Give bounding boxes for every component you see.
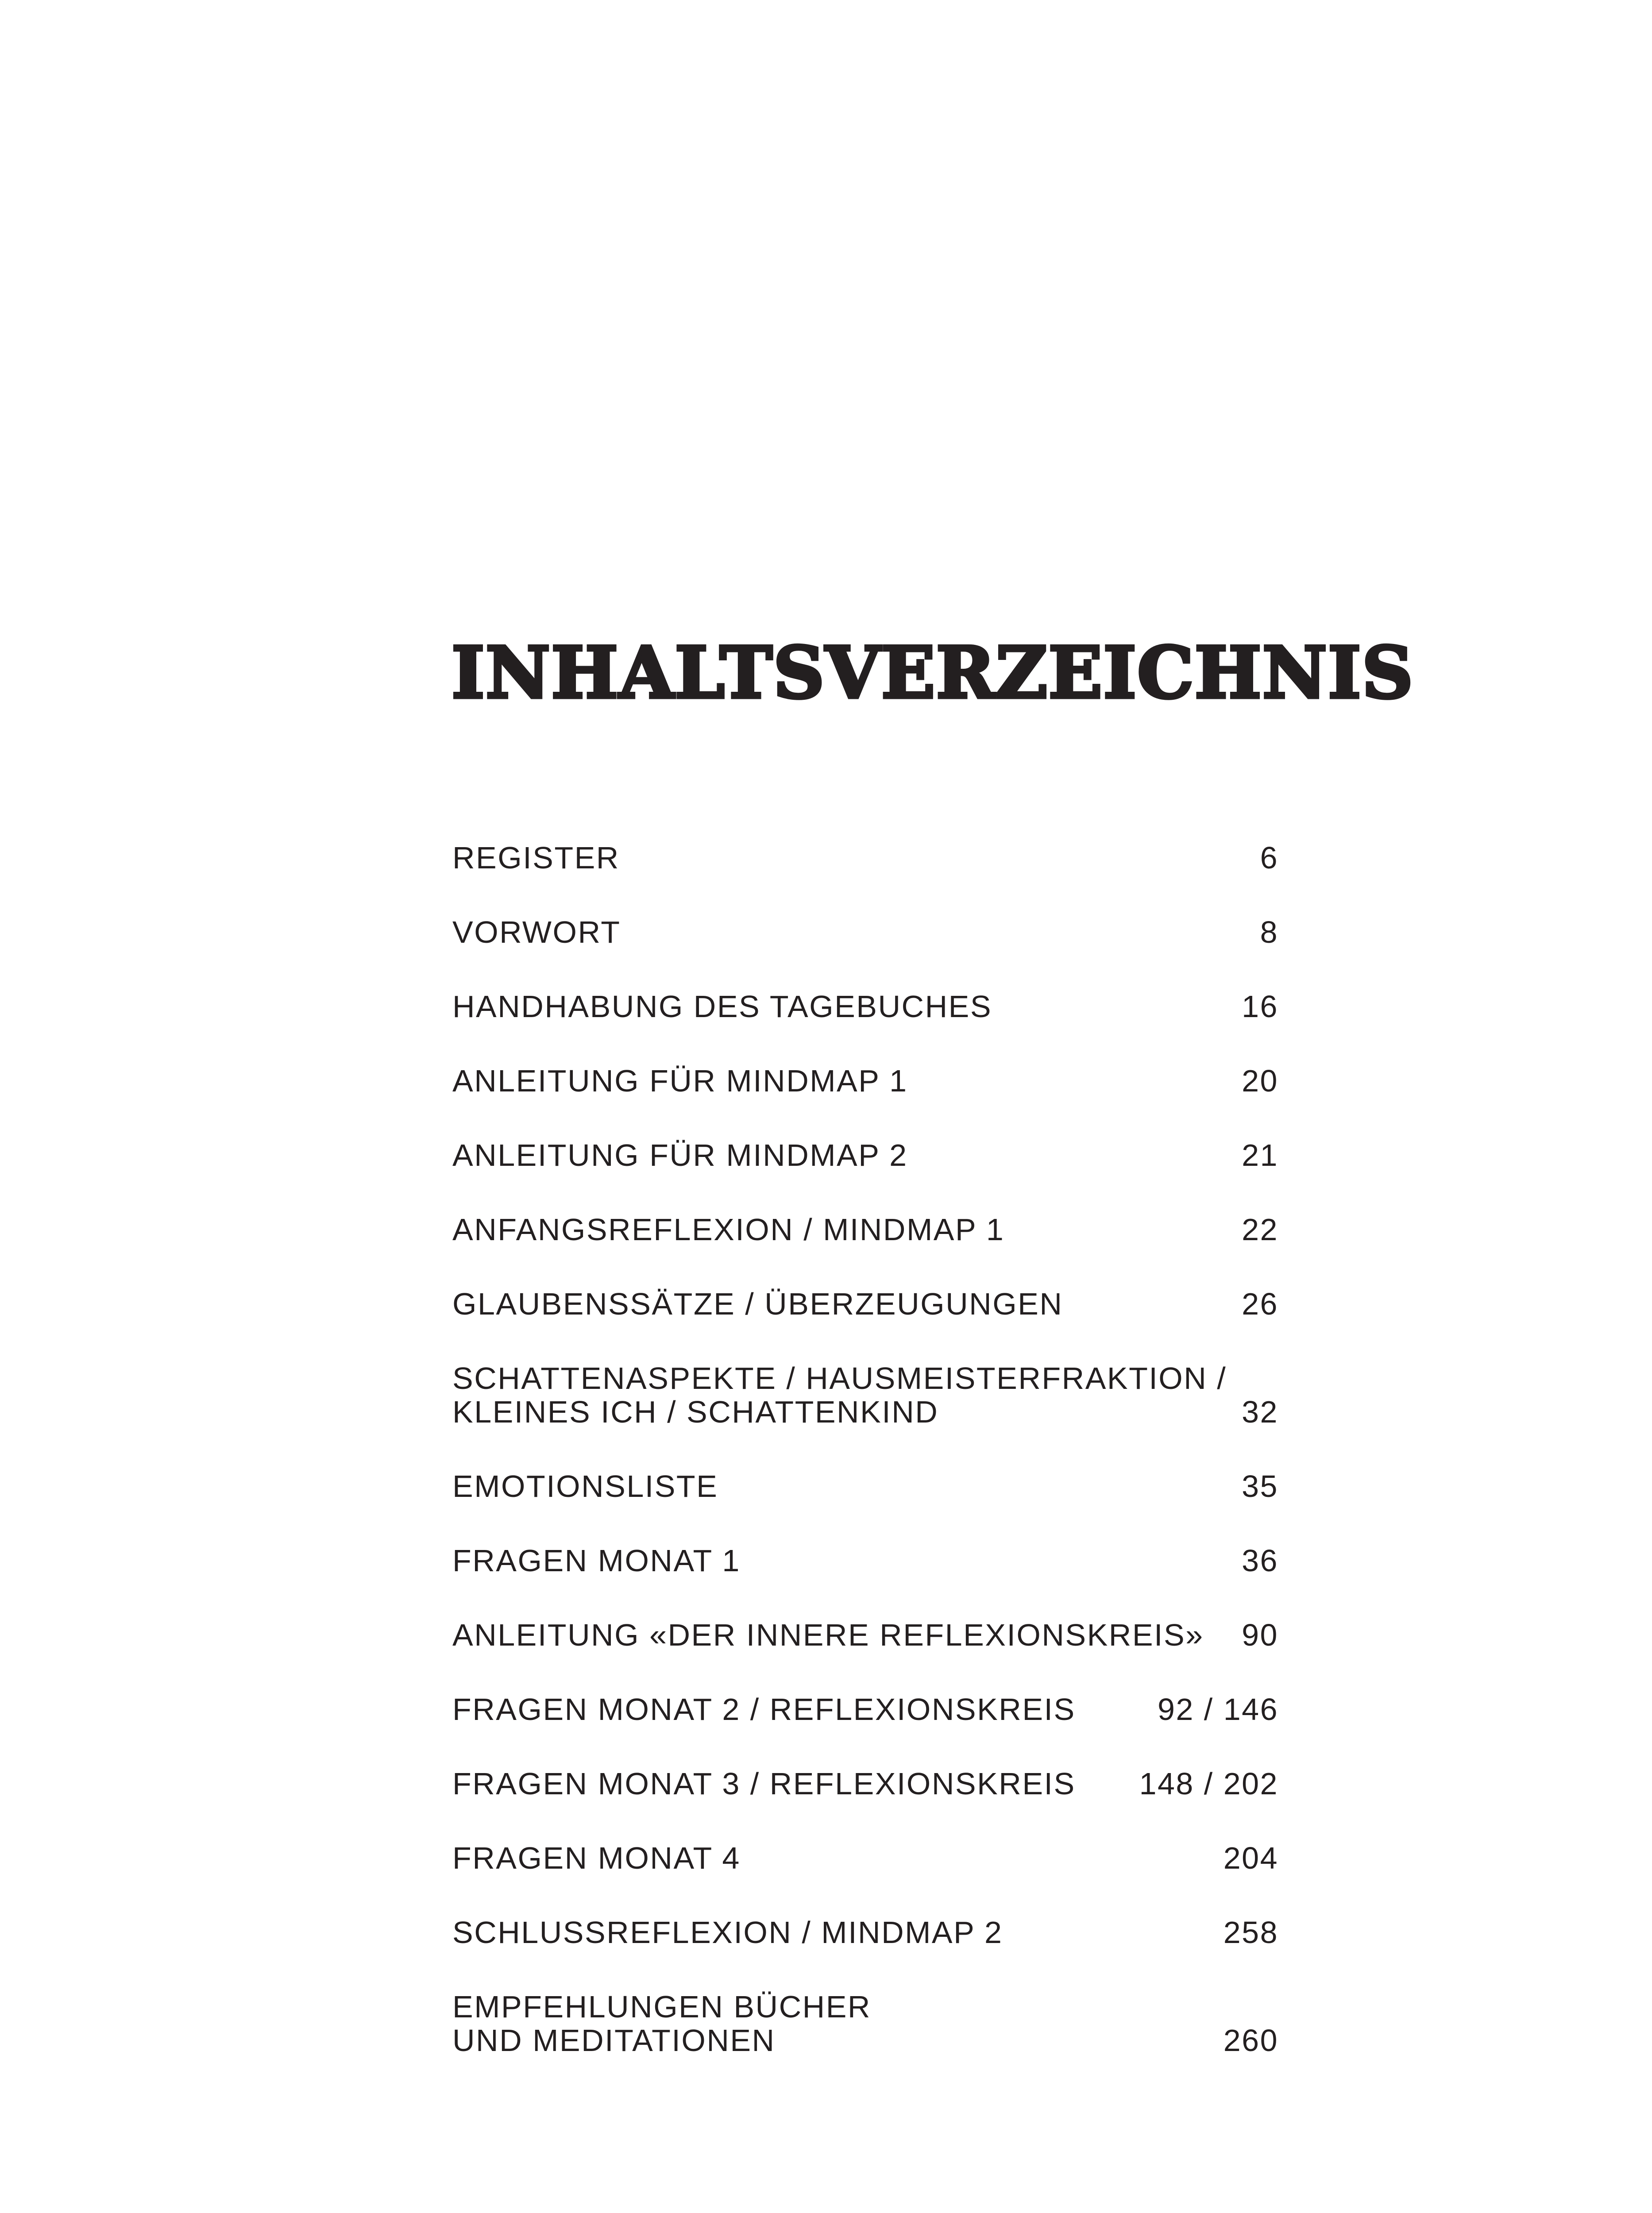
toc-entry-page: 16 [1242,989,1278,1024]
toc-entry [452,990,1278,1023]
toc-entry-page: 32 [1242,1395,1278,1429]
toc-entry [452,841,1278,875]
toc-entry-page: 204 [1223,1841,1278,1875]
toc-entry [452,915,1278,949]
toc-entry-label: HANDHABUNG DES TAGEBUCHES [452,989,992,1024]
toc-entry-label: ANLEITUNG «DER INNERE REFLEXIONSKREIS» [452,1618,1204,1652]
toc-entry-label: ANFANGSREFLEXION / MINDMAP 1 [452,1212,1005,1247]
toc-entry-page: 90 [1242,1618,1278,1652]
toc-entry [452,1693,1278,1726]
toc-entry-page: 148 / 202 [1139,1766,1278,1801]
toc-entry-label: FRAGEN MONAT 3 / REFLEXIONSKREIS [452,1766,1076,1801]
toc-entry-page: 6 [1260,840,1278,875]
toc-entry-page: 20 [1242,1064,1278,1098]
toc-entry [452,1767,1278,1800]
toc-entry [452,1138,1278,1172]
toc-entry-page: 260 [1223,2023,1278,2058]
toc-entry-page: 36 [1242,1543,1278,1578]
toc-entry-label: EMPFEHLUNGEN BÜCHER UND MEDITATIONEN [452,1989,871,2058]
toc-entry-page: 8 [1260,915,1278,949]
toc-entry-page: 21 [1242,1138,1278,1172]
toc-entry-label: FRAGEN MONAT 2 / REFLEXIONSKREIS [452,1692,1076,1727]
toc-entry-label: ANLEITUNG FÜR MINDMAP 1 [452,1064,908,1098]
toc-entry [452,1361,1278,1429]
toc-entry-page: 22 [1242,1212,1278,1247]
toc-entry-label: EMOTIONSLISTE [452,1469,718,1504]
toc-entry-page: 26 [1242,1287,1278,1321]
toc-entry [452,1213,1278,1246]
toc-entry [452,1841,1278,1875]
toc-entry [452,1916,1278,1949]
toc-entry [452,1544,1278,1577]
toc-entry [452,1064,1278,1098]
toc-entry [452,1469,1278,1503]
toc-entry-label: REGISTER [452,840,620,875]
toc-entry-page: 35 [1242,1469,1278,1504]
page-title: INHALTSVERZEICHNIS [452,631,1414,714]
toc-entry-page: 92 / 146 [1158,1692,1278,1727]
toc-entry-label: GLAUBENSSÄTZE / ÜBERZEUGUNGEN [452,1287,1063,1321]
toc-entry-page: 258 [1223,1915,1278,1950]
table-of-contents [452,841,1278,2098]
toc-entry [452,1287,1278,1321]
toc-entry-label: FRAGEN MONAT 4 [452,1841,741,1875]
toc-entry-label: VORWORT [452,915,621,949]
toc-entry [452,1618,1278,1652]
toc-entry-label: ANLEITUNG FÜR MINDMAP 2 [452,1138,908,1172]
toc-entry [452,1990,1278,2057]
toc-entry-label: FRAGEN MONAT 1 [452,1543,741,1578]
toc-entry-label: SCHLUSSREFLEXION / MINDMAP 2 [452,1915,1003,1950]
toc-entry-label: SCHATTENASPEKTE / HAUSMEISTERFRAKTION / KLEINES ICH / SCHATTENKIND [452,1361,1227,1429]
